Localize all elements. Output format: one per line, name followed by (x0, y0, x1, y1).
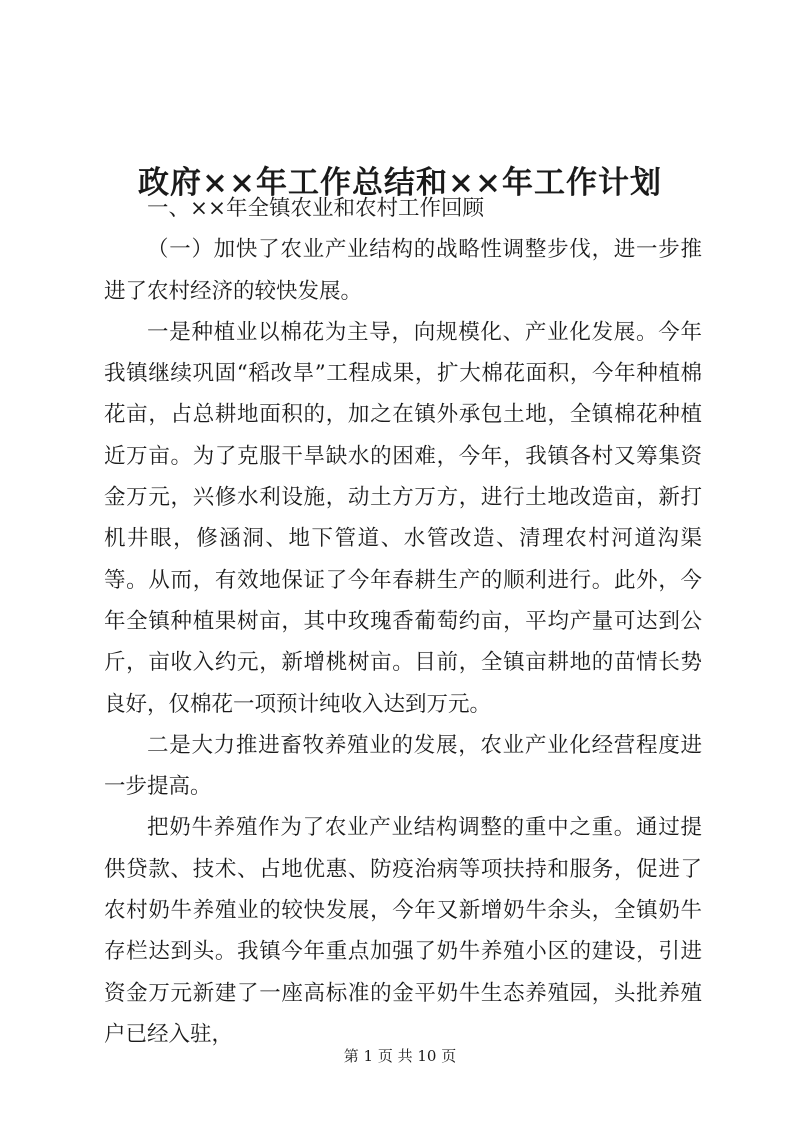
paragraph: 把奶牛养殖作为了农业产业结构调整的重中之重。通过提供贷款、技术、占地优惠、防疫治病等项扶持和服务，促进了农村奶牛养殖业的较快发展，今年又新增奶牛余头，全镇奶牛存栏达到头。我镇今年重点加强了奶牛养殖小区的建设，引进资金万元新建了一座高标准的金平奶牛生态养殖园，头批养殖户已经入驻， (104, 815, 702, 1047)
paragraph: 二是大力推进畜牧养殖业的发展，农业产业化经营程度进一步提高。 (104, 732, 702, 800)
document-title: 政府××年工作总结和××年工作计划 (138, 164, 662, 201)
section-heading: 一、××年全镇农业和农村工作回顾 (147, 196, 485, 221)
page-footer: 第 1 页 共 10 页 (343, 1047, 457, 1065)
subsection-heading: （一）加快了农业产业结构的战略性调整步伐，进一步推进了农村经济的较快发展。 (104, 237, 702, 304)
paragraph: 一是种植业以棉花为主导，向规模化、产业化发展。今年我镇继续巩固“稻改旱”工程成果，扩大棉花面积，今年种植棉花亩，占总耕地面积的，加之在镇外承包土地，全镇棉花种植近万亩。为了克服干旱缺水的困难，今年，我镇各村又筹集资金万元，兴修水利设施，动土方万方，进行土地改造亩，新打机井眼，修涵洞、地下管道、水管改造、清理农村河道沟渠等。从而，有效地保证了今年春耕生产的顺利进行。此外，今年全镇种植果树亩，其中玫瑰香葡萄约亩，平均产量可达到公斤，亩收入约元，新增桃树亩。目前，全镇亩耕地的苗情长势良好，仅棉花一项预计纯收入达到万元。 (104, 319, 702, 717)
document-body (104, 188, 702, 1055)
